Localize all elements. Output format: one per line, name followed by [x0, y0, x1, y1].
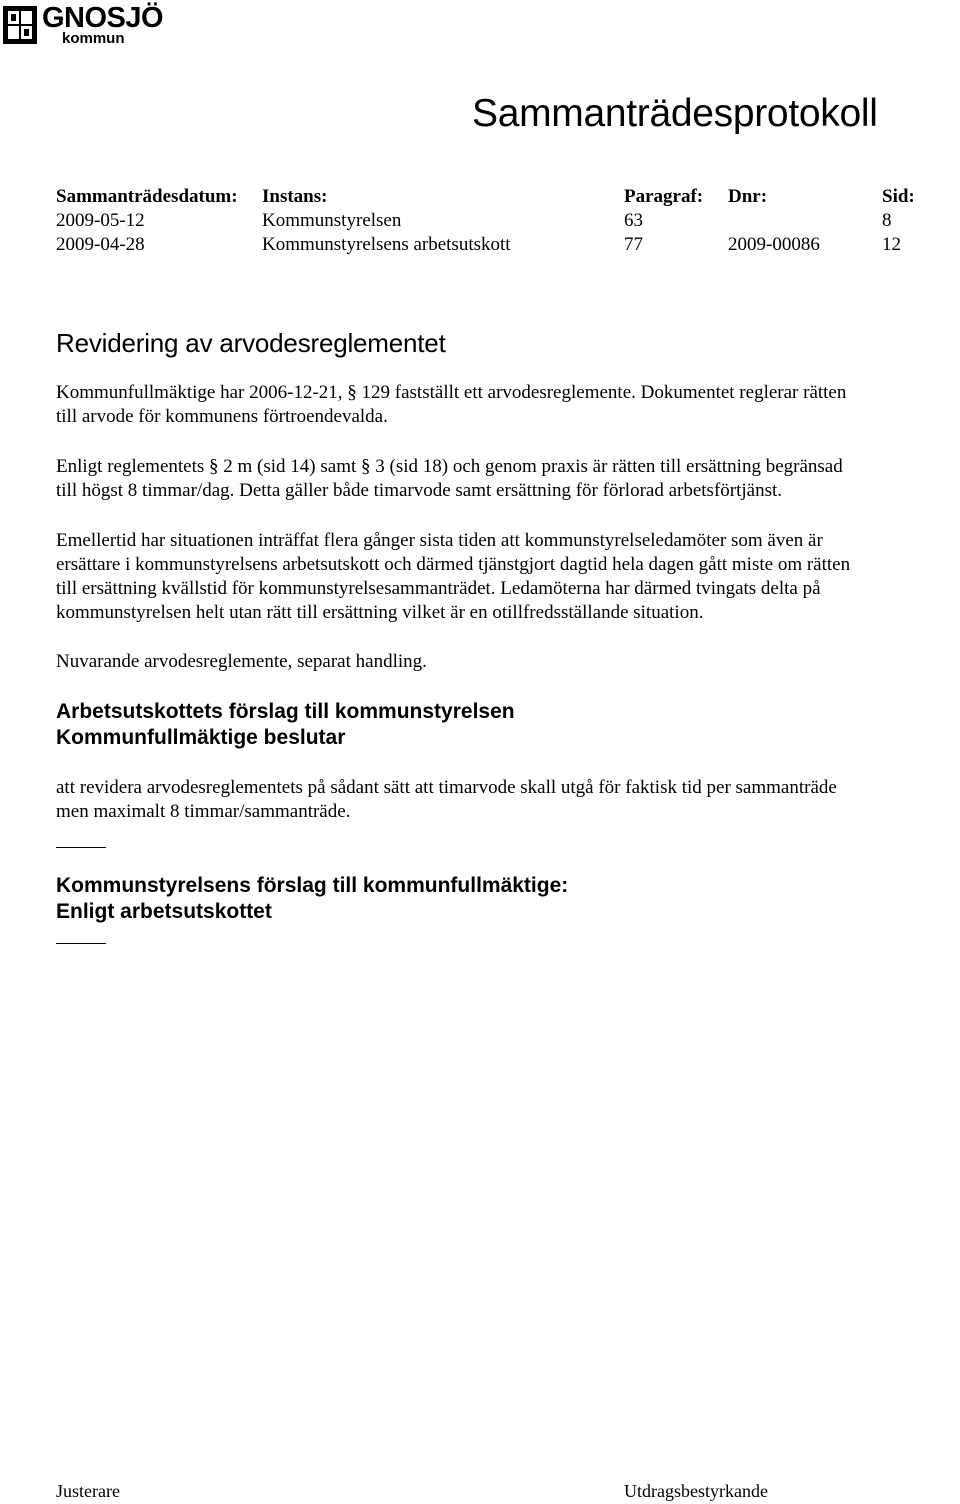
text-line: kommunstyrelsen helt utan rätt till ersättning vilket är en otillfredsställande situation. — [56, 602, 704, 623]
decision-text — [56, 776, 946, 824]
meta-page: 12 — [882, 234, 901, 255]
heading-line: Arbetsutskottets förslag till kommunstyrelsen — [56, 700, 515, 723]
text-line: till arvode för kommunens förtroendevalda. — [56, 406, 388, 427]
meta-instance: Kommunstyrelsen — [262, 210, 402, 231]
logo-subtitle: kommun — [62, 30, 125, 47]
meta-instance: Kommunstyrelsens arbetsutskott — [262, 234, 511, 255]
separator-line — [56, 943, 106, 944]
section-heading: Revidering av arvodesreglementet — [56, 328, 446, 358]
meta-dnr: 2009-00086 — [728, 234, 820, 255]
text-line: Emellertid har situationen inträffat flera gånger sista tiden att kommunstyrelseledamöter som även är — [56, 530, 823, 551]
footer-utdragsbestyrkande: Utdragsbestyrkande — [624, 1481, 768, 1501]
paragraph-attachment — [56, 650, 946, 674]
meta-header-page: Sid: — [882, 186, 915, 207]
heading-line: Kommunfullmäktige beslutar — [56, 726, 346, 749]
meta-date: 2009-05-12 — [56, 210, 145, 231]
meta-header-dnr: Dnr: — [728, 186, 768, 207]
meta-header-date: Sammanträdesdatum: — [56, 186, 238, 207]
text-line: att revidera arvodesreglementets på sådant sätt att timarvode skall utgå för faktisk tid per sammanträde — [56, 777, 837, 798]
meta-row — [0, 234, 960, 258]
meeting-meta-table — [0, 186, 960, 258]
meta-paragraph: 63 — [624, 210, 643, 231]
meta-date: 2009-04-28 — [56, 234, 145, 255]
text-line: Enligt reglementets § 2 m (sid 14) samt § 3 (sid 18) och genom praxis är rätten till ersättning begränsad — [56, 456, 843, 477]
meta-paragraph: 77 — [624, 234, 643, 255]
separator-line — [56, 847, 106, 848]
document-title: Sammanträdesprotokoll — [472, 92, 878, 135]
paragraph-situation — [56, 529, 946, 625]
text-line: till högst 8 timmar/dag. Detta gäller både timarvode samt ersättning för förlorad arbetsförtjänst. — [56, 480, 783, 501]
text-line: Nuvarande arvodesreglemente, separat handling. — [56, 651, 427, 672]
meta-header-row — [0, 186, 960, 210]
heading-line: Enligt arbetsutskottet — [56, 900, 272, 923]
text-line: till ersättning kvällstid för kommunstyrelsesammanträdet. Ledamöterna har därmed tvingats delta på — [56, 578, 821, 599]
text-line: ersättare i kommunstyrelsens arbetsutskott och därmed tjänstgjort dagtid hela dagen gått miste om rätten — [56, 554, 851, 575]
meta-header-paragraph: Paragraf: — [624, 186, 704, 207]
proposal-heading — [56, 699, 515, 751]
meta-header-instance: Instans: — [262, 186, 328, 207]
logo-name: GNOSJÖ — [42, 2, 164, 34]
coat-of-arms-icon — [2, 5, 38, 45]
heading-line: Kommunstyrelsens förslag till kommunfullmäktige: — [56, 874, 569, 897]
municipality-logo — [2, 2, 172, 48]
paragraph-rules — [56, 455, 946, 503]
footer-justerare: Justerare — [56, 1481, 120, 1501]
meta-row — [0, 210, 960, 234]
text-line: men maximalt 8 timmar/sammanträde. — [56, 801, 351, 822]
meta-page: 8 — [882, 210, 892, 231]
paragraph-background — [56, 381, 946, 429]
text-line: Kommunfullmäktige har 2006-12-21, § 129 fastställt ett arvodesreglemente. Dokumentet reglerar rätten — [56, 382, 847, 403]
board-proposal-heading — [56, 873, 568, 925]
